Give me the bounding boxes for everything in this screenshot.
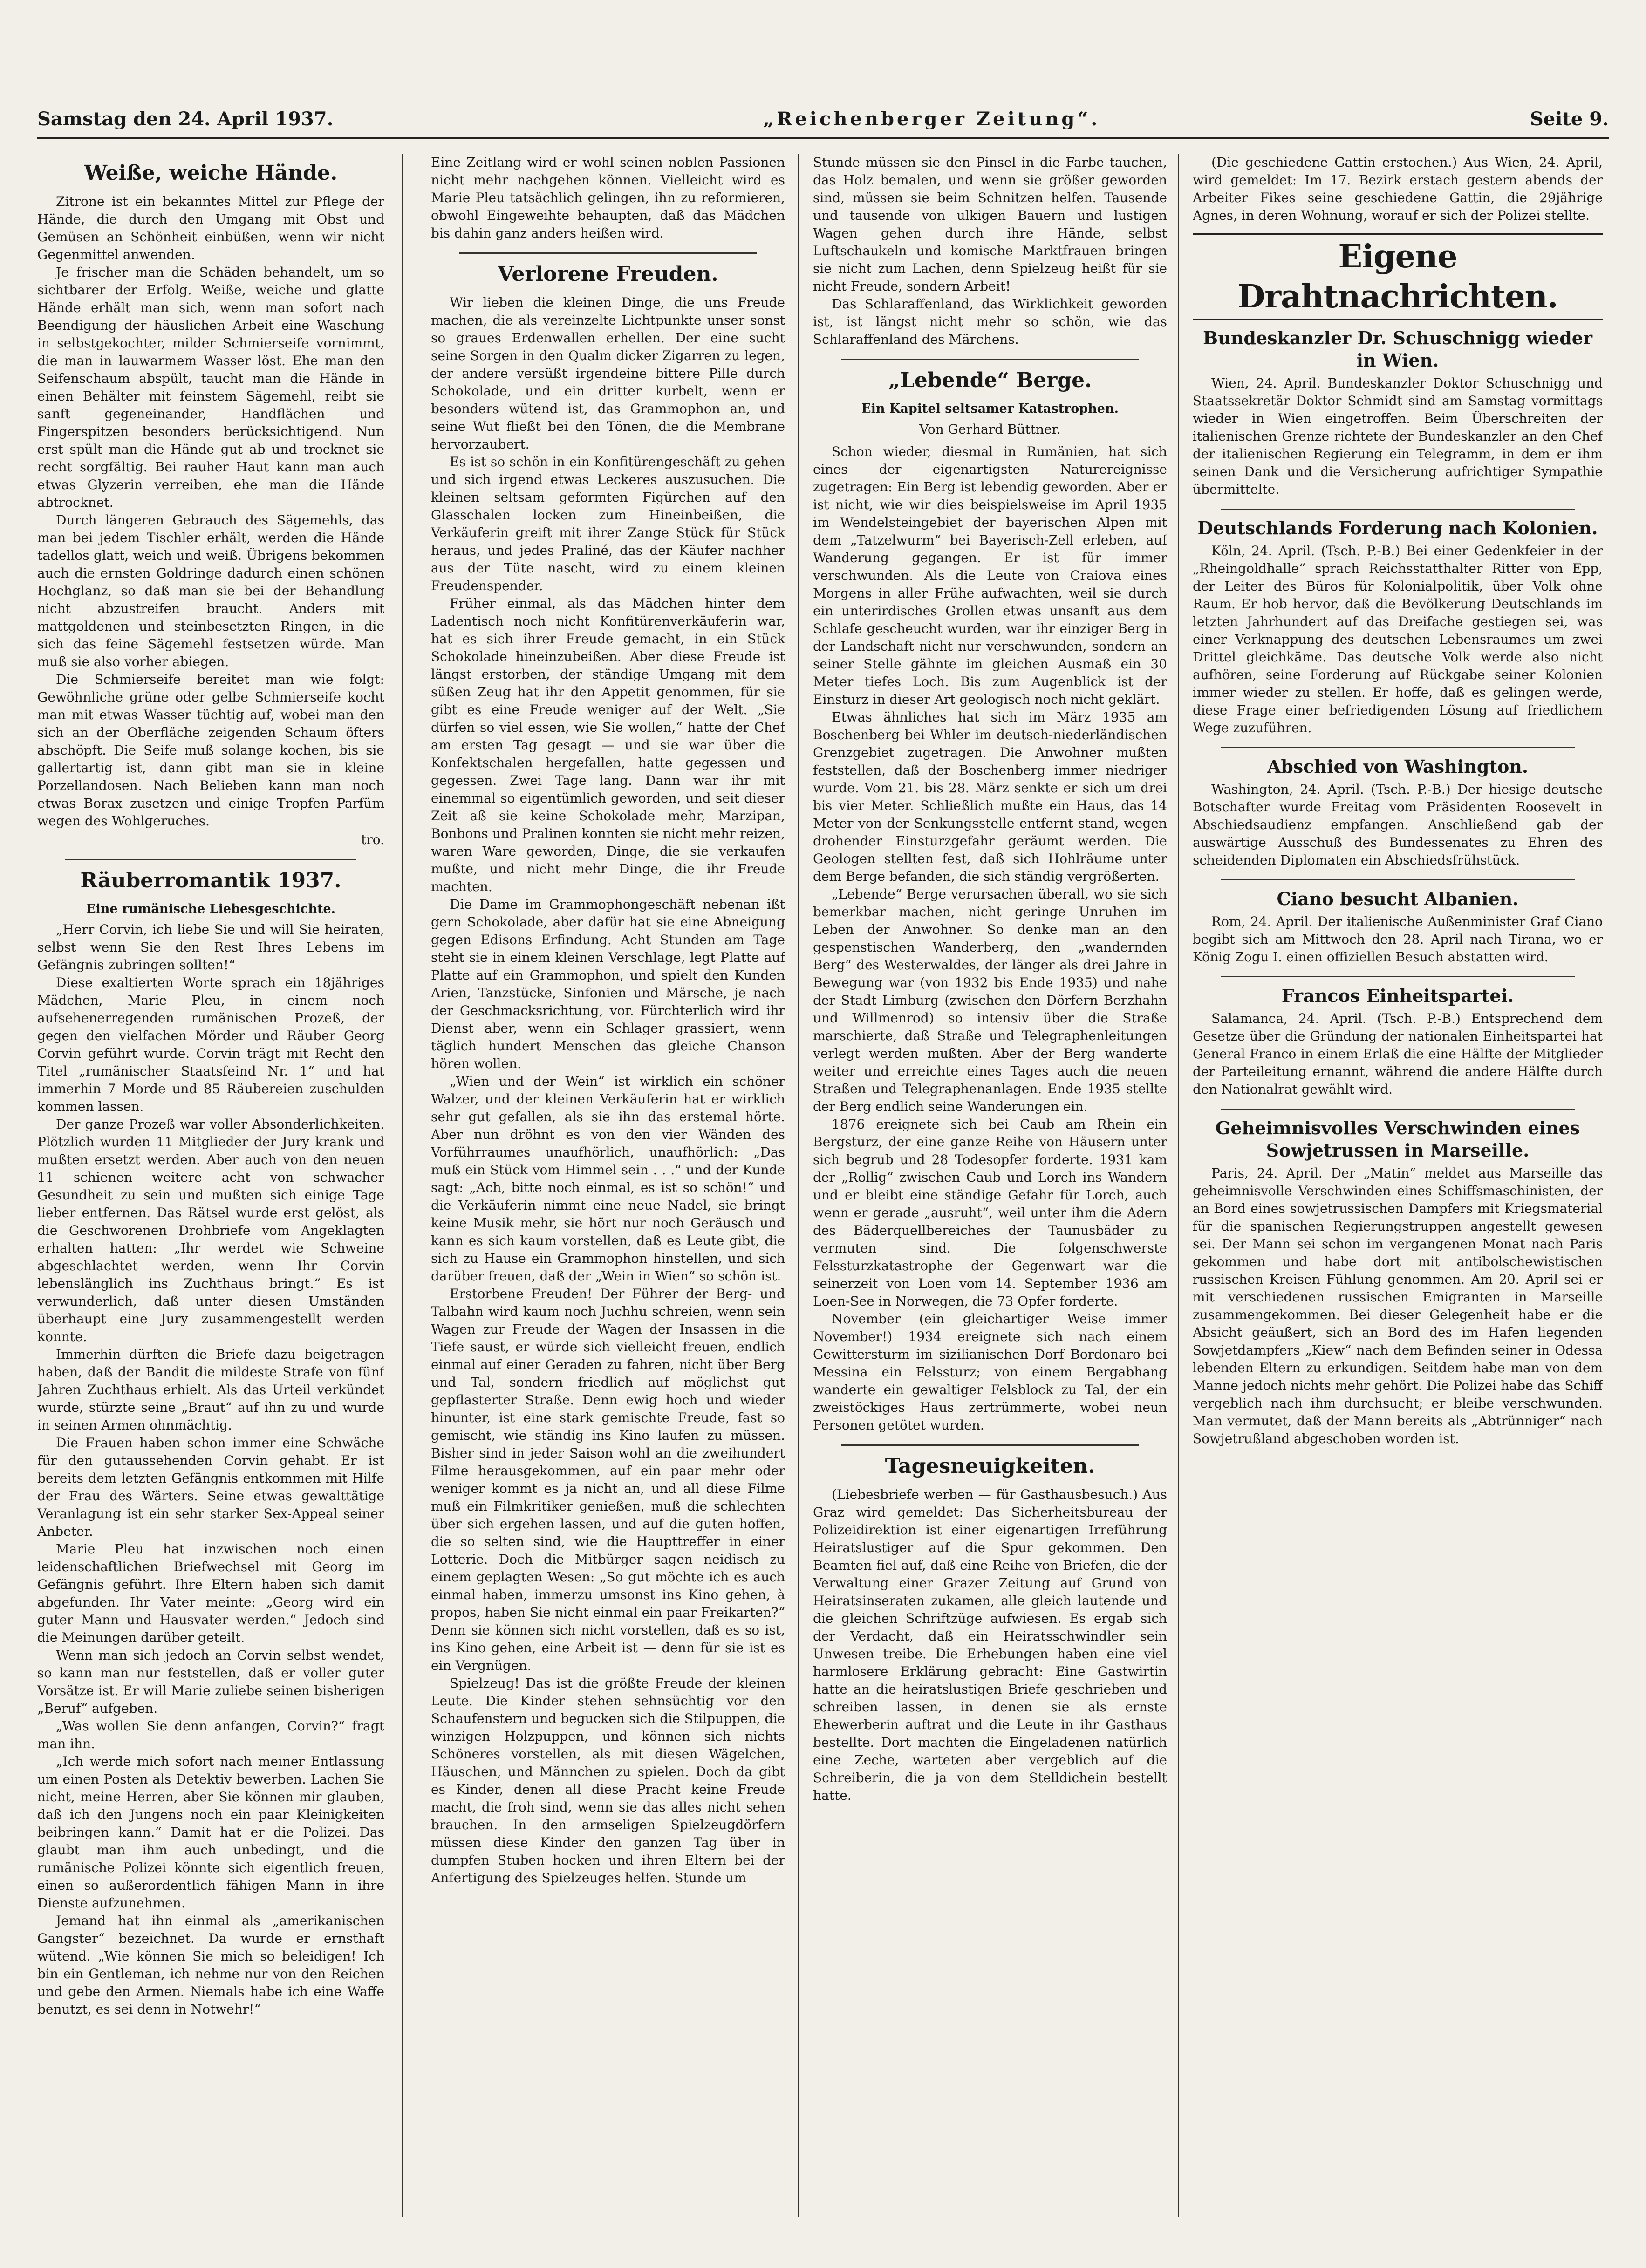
news-paragraph: Washington, 24. April. (Tsch. P.-B.) Der hiesige deutsche Botschafter wurde Freitag vom Präsidenten Roosevelt in Abschiedsaudienz empfangen. Anschließend gab der auswärtige Ausschuß des Bundessenates zu Ehren des scheidenden Diplomaten ein Abschiedsfrühstück. [1193, 782, 1603, 868]
article-paragraph: Marie Pleu hat inzwischen noch einen leidenschaftlichen Briefwechsel mit Georg im Gefängnis geführt. Ihre Eltern haben sich damit abgefunden. Ihr Vater meinte: „Georg wird ein guter Mann und Hausvater werden.“ Jedoch sind die Meinungen darüber geteilt. [37, 1541, 384, 1645]
article-title: Weiße, weiche Hände. [84, 161, 338, 185]
article-subtitle: Eine rumänische Liebesgeschichte. [86, 902, 336, 916]
article-paragraph: Der ganze Prozeß war voller Absonderlichkeiten. Plötzlich wurden 11 Mitglieder der Jury krank und mußten ersetzt werden. Aber auch von den neuen 11 schienen weitere acht von schwacher Gesundheit zu sein und mußten sich einige Tage lieber entfernen. Das Rätsel wurde erst gelöst, als die Geschworenen Drohbriefe vom Angeklagten erhalten hatten: „Ihr werdet wie Schweine abgeschlachtet werden, wenn Ihr Corvin lebenslänglich ins Zuchthaus bringt.“ Es ist verwunderlich, daß unter diesen Umständen überhaupt eine Jury zusammengestellt werden konnte. [37, 1117, 384, 1344]
article-paragraph: „Wien und der Wein“ ist wirklich ein schöner Walzer, und der kleinen Verkäuferin hat er wirklich sehr gut gefallen, als sie ihn das erstemal hörte. Aber nun dröhnt es von den vier Wänden des Vorführraumes unaufhörlich, unaufhörlich: „Das muß ein Stück vom Himmel sein . . .“ und der Kunde sagt: „Ach, bitte noch einmal, es ist so schön!“ und die Verkäuferin nimmt eine neue Nadel, sie bringt keine Musik mehr, sie hört nur noch Geräusch und kann es sich kaum vorstellen, daß es Leute gibt, die sich zu Hause ein Grammophon hinstellen, und sich darüber freuen, daß der „Wein in Wien“ so schön ist. [431, 1074, 785, 1284]
news-divider [1221, 509, 1575, 510]
article-paragraph: Schon wieder, diesmal in Rumänien, hat sich eines der eigenartigsten Naturereignisse zugetragen: Ein Berg ist lebendig geworden. Aber er ist nicht, wie wir dies beispielsweise im April 1935 im Wendelsteingebiet der bayerischen Alpen mit dem „Tatzelwurm“ bei Bayerisch-Zell erleben, auf Wanderung gegangen. Er ist für immer verschwunden. Als die Leute von Craiova eines Morgens in aller Frühe aufwachten, weil sie durch ein unterirdisches Grollen etwas unsanft aus dem Schlafe gescheucht wurden, war ihr einziger Berg in der Landschaft nicht nur verschwunden, sondern an seiner Stelle gähnte im gleichen Ausmaß ein 30 Meter tiefes Loch. Bis zum Augenblick ist der Einsturz in dieser Art geologisch noch nicht geklärt. [813, 444, 1167, 707]
news-title: Deutschlands Forderung nach Kolonien. [1197, 518, 1598, 538]
article-subtitle: Ein Kapitel seltsamer Katastrophen. [861, 402, 1119, 416]
article-paragraph: „Herr Corvin, ich liebe Sie und will Sie heiraten, selbst wenn Sie den Rest Ihres Lebens im Gefängnis zubringen sollten!“ [37, 922, 384, 973]
article-divider [65, 859, 356, 860]
column-rule [1178, 154, 1179, 2217]
column-3 [813, 154, 1167, 2217]
article-paragraph: Zitrone ist ein bekanntes Mittel zur Pflege der Hände, die durch den Umgang mit Obst und Gemüsen an Schönheit einbüßen, wenn wir nicht Gegenmittel anwenden. [37, 194, 384, 262]
column-4 [1193, 154, 1603, 2217]
article-paragraph: Etwas ähnliches hat sich im März 1935 am Boschenberg bei Whler im deutsch-niederländischen Grenzgebiet zugetragen. Die Anwohner mußten feststellen, daß der Boschenberg immer niedriger wurde. Vom 21. bis 28. März senkte er sich um drei bis vier Meter. Schließlich mußte ein Haus, das 14 Meter von der Senkungsstelle entfernt stand, wegen drohender Einsturzgefahr geräumt werden. Die Geologen stellten fest, daß sich Hohlräume unter dem Berge befanden, die sich ständig vergrößerten. [813, 709, 1167, 884]
article-paragraph: November (ein gleichartiger Weise immer November!) 1934 ereignete sich nach einem Gewittersturm im sizilianischen Dorf Bordonaro bei Messina ein Felssturz; von einem Bergabhang wanderte ein gewaltiger Felsblock zu Tal, der ein zweistöckiges Haus zertrümmerte, wobei neun Personen getötet wurden. [813, 1311, 1167, 1433]
article-divider [459, 252, 757, 254]
column-2 [431, 154, 785, 2217]
article-paragraph: Die Dame im Grammophongeschäft nebenan ißt gern Schokolade, aber dafür hat sie eine Abneigung gegen Edisons Erfindung. Acht Stunden am Tage steht sie in einem kleinen Verschlage, legt Platte auf Platte auf ein Grammophon, und spielt den Kunden Arien, Tanzstücke, Sinfonien und Märsche, je nach der Geschmacksrichtung, vor. Fürchterlich wird ihr Dienst aber, wenn ein Schlager grassiert, wenn täglich hundert Menschen das gleiche Chanson hören wollen. [431, 897, 785, 1071]
column-1 [37, 154, 384, 2217]
article-paragraph: Stunde müssen sie den Pinsel in die Farbe tauchen, das Holz bemalen, und wenn sie größer geworden sind, müssen sie beim Schnitzen helfen. Tausende und tausende von ulkigen Bauern und lustigen Wagen gehen durch ihre Hände, selbst Luftschaukeln und komische Marktfrauen bringen sie nicht zum Lachen, denn Spielzeug heißt für sie nicht Freude, sondern Arbeit! [813, 155, 1167, 294]
news-paragraph: Wien, 24. April. Bundeskanzler Doktor Schuschnigg und Staatssekretär Doktor Schmidt sind am Samstag vormittags wieder in Wien eingetroffen. Beim Überschreiten der italienischen Grenze richtete der Bundeskanzler an den Chef der italienischen Regierung ein Telegramm, in dem er ihm seinen Dank und die Versicherung aufrichtiger Sympathie übermittelte. [1193, 375, 1603, 497]
article-paragraph: Spielzeug! Das ist die größte Freude der kleinen Leute. Die Kinder stehen sehnsüchtig vor den Schaufenstern und begucken sich die Stilpuppen, die winzigen Holzpuppen, und können sich nichts Schöneres vorstellen, als mit diesen Wägelchen, Häuschen, und Männchen zu spielen. Doch da gibt es Kinder, denen all diese Pracht keine Freude macht, die froh sind, wenn sie das alles nicht sehen brauchen. In den armseligen Spielzeugdörfern müssen diese Kinder den ganzen Tag über in dumpfen Stuben hocken und ihren Eltern bei der Anfertigung des Spielzeuges helfen. Stunde um [431, 1675, 785, 1886]
article-paragraph: Jemand hat ihn einmal als „amerikanischen Gangster“ bezeichnet. Da wurde er ernsthaft wütend. „Wie können Sie mich so beleidigen! Ich bin ein Gentleman, ich nehme nur von den Reichen und gebe den Armen. Niemals habe ich eine Waffe benutzt, es sei denn in Notwehr!“ [37, 1913, 384, 2017]
article-title: „Lebende“ Berge. [888, 368, 1092, 392]
article-paragraph: Je frischer man die Schäden behandelt, um so sichtbarer der Erfolg. Weiße, weiche und glatte Hände erhält man sich, wenn man sofort nach Beendigung der häuslichen Arbeit eine Waschung in selbstgekochter, milder Schmierseife vornimmt, die man in lauwarmem Wasser löst. Ehe man den Seifenschaum abspült, taucht man die Hände in einen Behälter mit feinstem Sägemehl, reibt sie sanft gegeneinander, Handflächen und Fingerspitzen besonders berücksichtigend. Nun erst spült man die Hände gut ab und trocknet sie recht sorgfältig. Bei rauher Haut kann man auch etwas Glyzerin verreiben, ehe man die Hände abtrocknet. [37, 265, 384, 510]
article-title: Tagesneuigkeiten. [885, 1454, 1095, 1478]
newspaper-title: „Reichenberger Zeitung“. [763, 108, 1100, 130]
article-title: Verlorene Freuden. [498, 262, 718, 286]
author-signature: tro. [361, 832, 384, 847]
article-divider [841, 1444, 1139, 1446]
article-paragraph: Die Frauen haben schon immer eine Schwäche für den gutaussehenden Corvin gehabt. Er ist bereits dem letzten Gefängnis entkommen mit Hilfe der Frau des Wärters. Seine etwas gewalttätige Veranlagung ist ein sehr starker Sex-Appeal seiner Anbeter. [37, 1435, 384, 1539]
news-title: Ciano besucht Albanien. [1277, 888, 1519, 909]
news-divider [1221, 976, 1575, 977]
article-paragraph: (Die geschiedene Gattin erstochen.) Aus Wien, 24. April, wird gemeldet: Im 17. Bezirk erstach gestern abends der Arbeiter Fikes seine geschiedene Gattin, die 29jährige Agnes, in deren Wohnung, worauf er sich der Polizei stellte. [1193, 155, 1603, 223]
news-paragraph: Salamanca, 24. April. (Tsch. P.-B.) Entsprechend dem Gesetze über die Gründung der nationalen Einheitspartei hat General Franco in einem Erlaß die eine Hälfte der Mitglieder der Parteileitung ernannt, während die andere Hälfte durch den Nationalrat gewählt wird. [1193, 1011, 1603, 1097]
news-paragraph: Paris, 24. April. Der „Matin“ meldet aus Marseille das geheimnisvolle Verschwinden eines Schiffsmaschinisten, der an Bord eines sowjetrussischen Dampfers mit Kriegsmaterial für die spanischen Regierungstruppen angestellt gewesen sei. Der Mann sei schon im vergangenen Monat nach Paris gekommen und habe dort mit antibolschewistischen russischen Kreisen Fühlung genommen. Am 20. April sei er mit verschiedenen russischen Emigranten in Marseille zusammengekommen. Bei dieser Gelegenheit habe er die Absicht geäußert, sich an Bord des im Hafen liegenden Sowjetdampfers „Kiew“ nach dem Befinden seiner in Odessa lebenden Eltern zu erkundigen. Seitdem habe man von dem Manne jedoch nichts mehr gehört. Die Polizei habe das Schiff vergeblich nach ihm durchsucht; er bleibe verschwunden. Man vermutet, daß der Mann bereits als „Abtrünniger“ nach Sowjetrußland abgeschoben worden ist. [1193, 1165, 1603, 1446]
page-number: Seite 9. [1530, 108, 1609, 130]
article-title: Räuberromantik 1937. [80, 869, 341, 892]
news-title: Francos Einheitspartei. [1281, 985, 1514, 1006]
article-paragraph: Durch längeren Gebrauch des Sägemehls, das man bei jedem Tischler erhält, werden die Hände tadellos glatt, weich und weiß. Übrigens bekommen auch die ernsten Goldringe dadurch einen schönen Hochglanz, so daß man sie bei der Behandlung nicht abzustreifen braucht. Anders mit mattgoldenen und steinbesetzten Ringen, in die sich das feine Sägemehl festsetzen würde. Man muß sie also vorher abiegen. [37, 512, 384, 669]
article-paragraph: „Lebende“ Berge verursachen überall, wo sie sich bemerkbar machen, nicht geringe Unruhen im Leben der Anwohner. So denke man an den gespenstischen Wanderberg, den „wandernden Berg“ des Westerwaldes, der länger als drei Jahre in Bewegung war (von 1932 bis Ende 1935) und nahe der Stadt Limburg (zwischen den Dörfern Berzhahn und Willmenrod) so intensiv über die Straße marschierte, daß Straße und Telegraphenleitungen verlegt werden mußten. Aber der Berg wanderte weiter und erreichte eines Tages auch die neuen Straßen und Telegraphenanlagen. Ende 1935 stellte der Berg endlich seine Wanderungen ein. [813, 886, 1167, 1114]
news-paragraph: Köln, 24. April. (Tsch. P.-B.) Bei einer Gedenkfeier in der „Rheingoldhalle“ sprach Reichsstatthalter Ritter von Epp, der Leiter des Büros für Kolonialpolitik, über Volk ohne Raum. Er hob hervor, daß die Bevölkerung Deutschlands im letzten Jahrhundert auf das Dreifache gestiegen sei, was einer Verknappung des deutschen Lebensraumes um zwei Drittel gleichkäme. Das deutsche Volk werde also nicht aufhören, seine Forderung auf Rückgabe seiner Kolonien immer wieder zu stellen. Er hoffe, daß es gelingen werde, diese Frage einer befriedigenden Lösung auf friedlichem Wege zuzuführen. [1193, 543, 1603, 736]
masthead [37, 100, 1609, 139]
issue-date: Samstag den 24. April 1937. [37, 108, 334, 130]
news-divider [1221, 1109, 1575, 1110]
article-divider [841, 359, 1139, 360]
article-paragraph: Die Schmierseife bereitet man wie folgt: Gewöhnliche grüne oder gelbe Schmierseife kocht man mit etwas Wasser tüchtig auf, wobei man den sich an der Oberfläche zeigenden Schaum öfters abschöpft. Die Seife muß solange kochen, bis sie gallertartig ist, dann gibt man sie in kleine Porzellandosen. Nach Belieben kann man noch etwas Borax zusetzen und einige Tropfen Parfüm wegen des Wohlgeruches. [37, 672, 384, 829]
article-byline: Von Gerhard Büttner. [919, 422, 1061, 437]
news-title: Bundeskanzler Dr. Schuschnigg wieder in Wien. [1203, 327, 1592, 371]
news-divider [1221, 747, 1575, 748]
article-paragraph: 1876 ereignete sich bei Caub am Rhein ein Bergsturz, der eine ganze Reihe von Häusern unter sich begrub und 28 Todesopfer forderte. 1931 kam der „Rollig“ zwischen Caub und Lorch ins Wandern und er bleibt eine ständige Gefahr für Lorch, auch wenn er gerade „ausruht“, weil unter ihm die Adern des Bäderquellbereiches der Taunusbäder zu vermuten sind. Die folgenschwerste Felssturzkatastrophe der Gegenwart war die seinerzeit von Loen vom 14. September 1936 am Loen-See in Norwegen, die 73 Opfer forderte. [813, 1117, 1167, 1309]
article-paragraph: Eine Zeitlang wird er wohl seinen noblen Passionen nicht mehr nachgehen können. Vielleicht wird es Marie Pleu tatsächlich gelingen, ihn zu reformieren, obwohl Eingeweihte behaupten, daß das Mädchen bis dahin ganz anders heißen wird. [431, 155, 785, 241]
section-title: Eigene Drahtnachrichten. [1193, 233, 1603, 320]
article-paragraph: (Liebesbriefe werben — für Gasthausbesuch.) Aus Graz wird gemeldet: Das Sicherheitsbureau der Polizeidirektion ist einer eigenartigen Irreführung Heiratslustiger auf die Spur gekommen. Den Beamten fiel auf, daß eine Reihe von Briefen, die der Verwaltung einer Grazer Zeitung auf Grund von Heiratsinseraten zukamen, alle gleich lautende und die gleichen Schriftzüge aufwiesen. Es ergab sich der Verdacht, daß ein Heiratsschwindler sein Unwesen treibe. Die Erhebungen haben eine viel harmlosere Erklärung gebracht: Eine Gastwirtin hatte an die heiratslustigen Briefe geschrieben und schreiben lassen, in denen sie als ernste Ehewerberin auftrat und die Leute in ihr Gasthaus bestellte. Dort machten die Eingeladenen natürlich eine Zeche, warteten aber vergeblich auf die Schreiberin, die ja von dem Stelldichein bestellt hatte. [813, 1487, 1167, 1803]
article-paragraph: Früher einmal, als das Mädchen hinter dem Ladentisch noch nicht Konfitürenverkäuferin war, hat es sich ihrer Freude gemacht, in ein Stück Schokolade hineinzubeißen. Aber diese Freude ist längst erstorben, der ständige Umgang mit dem süßen Zeug hat ihr den Appetit genommen, für sie gibt es eine Freude weniger auf der Welt. „Sie dürfen so viel essen, wie Sie wollen,“ hatte der Chef am ersten Tag gesagt — und sie war über die Konfektschalen hergefallen, hatte gegessen und gegessen. Zwei Tage lang. Dann war ihr mit einemmal so eigentümlich geworden, und seit dieser Zeit aß sie keine Schokolade mehr, Marzipan, Bonbons und Pralinen konnten sie nicht mehr reizen, waren Ware geworden, Dinge, die sie verkaufen mußte, und nicht mehr Dinge, die ihr Freude machten. [431, 596, 785, 894]
article-paragraph: Diese exaltierten Worte sprach ein 18jähriges Mädchen, Marie Pleu, in einem noch aufsehenerregenden rumänischen Prozeß, der gegen den vielfachen Mörder und Räuber Georg Corvin geführt wurde. Corvin trägt mit Recht den Titel „rumänischer Staatsfeind Nr. 1“ und hat immerhin 7 Morde und 85 Räubereien zuschulden kommen lassen. [37, 975, 384, 1114]
news-divider [1221, 879, 1575, 880]
news-paragraph: Rom, 24. April. Der italienische Außenminister Graf Ciano begibt sich am Mittwoch den 28. April nach Tirana, wo er König Zogu I. einen offiziellen Besuch abstatten wird. [1193, 914, 1603, 965]
article-paragraph: Wir lieben die kleinen Dinge, die uns Freude machen, die als vereinzelte Lichtpunkte unser sonst so graues Erdenwallen erhellen. Der eine sucht seine Sorgen in den Qualm dicker Zigarren zu legen, der andere versüßt irgendeine bittere Pille durch Schokolade, und ein dritter kurbelt, wenn er besonders wütend ist, das Grammophon an, und seine Wut fließt bei den Tönen, die die Membrane hervorzaubert. [431, 295, 785, 452]
article-paragraph: Erstorbene Freuden! Der Führer der Berg- und Talbahn wird kaum noch Juchhu schreien, wenn sein Wagen zur Freude der Wagen der Insassen in die Tiefe saust, er würde sich vielleicht freuen, endlich einmal auf einer Geraden zu fahren, nicht über Berg und Tal, sondern friedlich auf möglichst gut gepflasterter Straße. Denn ewig hoch und wieder hinunter, ist eine stark gemischte Freude, fast so gemischt, wie ständig ins Kino laufen zu müssen. Bisher sind in jeder Saison wohl an die zweihundert Filme herausgekommen, auf ein paar mehr oder weniger kommt es ja nicht an, und all diese Filme muß ein Filmkritiker genießen, muß die schlechten über sich ergehen lassen, und auf die guten hoffen, die so selten sind, wie die Haupttreffer in einer Lotterie. Doch die Mitbürger sagen neidisch zu einem geplagten Wesen: „So gut möchte ich es auch einmal haben, immerzu umsonst ins Kino gehen, à propos, haben Sie nicht einmal ein paar Freikarten?“ Denn sie können sich nicht vorstellen, daß es so ist, ins Kino gehen, eine Arbeit ist — denn für sie ist es ein Vergnügen. [431, 1286, 785, 1673]
column-rule [402, 154, 403, 2217]
news-title: Abschied von Washington. [1267, 756, 1529, 777]
article-paragraph: „Was wollen Sie denn anfangen, Corvin?“ fragt man ihn. [37, 1718, 384, 1751]
article-paragraph: „Ich werde mich sofort nach meiner Entlassung um einen Posten als Detektiv bewerben. Lachen Sie nicht, meine Herren, aber Sie können mir glauben, daß ich den Jungens noch ein paar Kleinigkeiten beibringen kann.“ Damit hat er die Polizei. Das glaubt man ihm auch unbedingt, und die rumänische Polizei könnte sich eigentlich freuen, einen so außerordentlich fähigen Mann in ihre Dienste aufzunehmen. [37, 1754, 384, 1911]
column-rule [798, 154, 799, 2217]
article-paragraph: Das Schlaraffenland, das Wirklichkeit geworden ist, ist längst nicht mehr so schön, wie das Schlaraffenland des Märchens. [813, 296, 1167, 347]
article-paragraph: Es ist so schön in ein Konfitürengeschäft zu gehen und sich irgend etwas Leckeres auszusuchen. Die kleinen seltsam geformten Figürchen auf den Glasschalen locken zum Hineinbeißen, die Verkäuferin greift mit ihrer Zange Stück für Stück heraus, und jedes Praliné, das der Käufer nachher aus der Tüte nascht, wird zu einem kleinen Freudenspender. [431, 454, 785, 593]
article-paragraph: Wenn man sich jedoch an Corvin selbst wendet, so kann man nur feststellen, daß er voller guter Vorsätze ist. Er will Marie zuliebe seinen bisherigen „Beruf“ aufgeben. [37, 1648, 384, 1716]
article-paragraph: Immerhin dürften die Briefe dazu beigetragen haben, daß der Bandit die mildeste Strafe von fünf Jahren Zuchthaus erhielt. Als das Urteil verkündet wurde, stürzte seine „Braut“ auf ihn zu und wurde in seinen Armen ohnmächtig. [37, 1347, 384, 1433]
news-title: Geheimnisvolles Verschwinden eines Sowjetrussen in Marseille. [1215, 1117, 1580, 1161]
